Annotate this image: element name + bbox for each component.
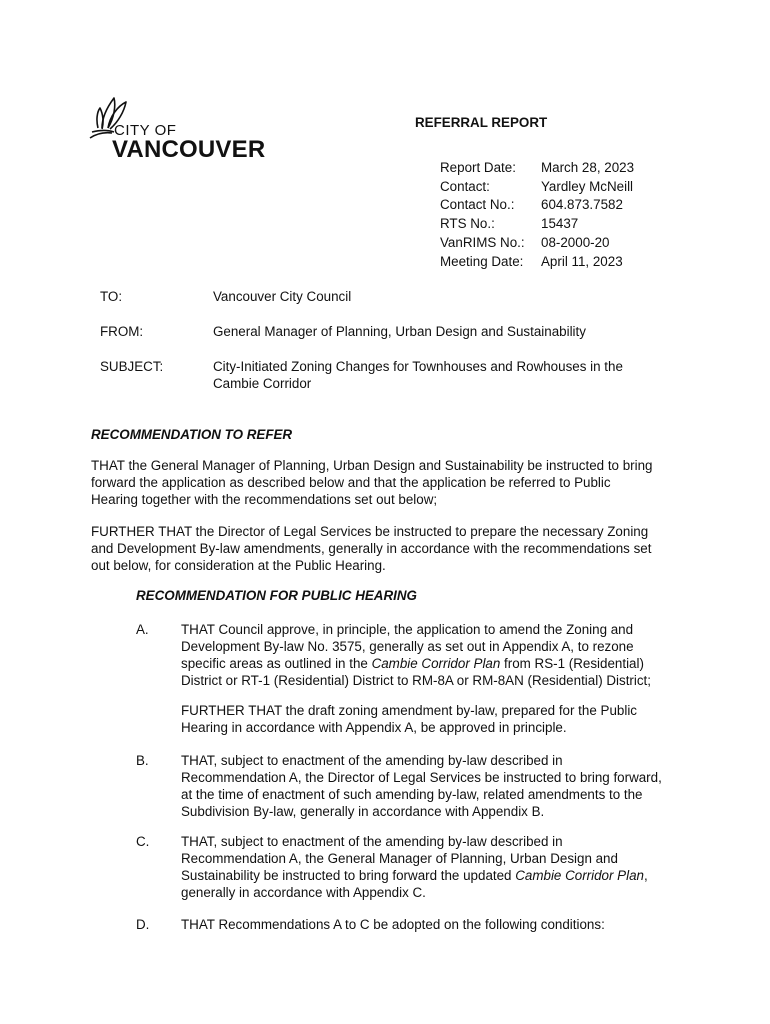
text-line: Subdivision By-law, generally in accordance with Appendix B.	[181, 804, 545, 819]
report-meta	[440, 159, 680, 271]
text-run: specific areas as outlined in the	[181, 656, 372, 671]
text-line: FURTHER THAT the Director of Legal Services be instructed to prepare the necessary Zoning	[91, 524, 649, 539]
text-line: Hearing together with the recommendations set out below;	[91, 492, 438, 507]
refer-paragraph-1	[91, 457, 691, 508]
item-c-label: C.	[136, 834, 150, 849]
item-a-text	[181, 621, 681, 689]
from-label: FROM:	[100, 324, 144, 339]
text-line	[181, 655, 681, 672]
refer-paragraph-2	[91, 523, 691, 574]
text-line: generally in accordance with Appendix C.	[181, 885, 426, 900]
text-line: Recommendation A, the General Manager of Planning, Urban Design and	[181, 851, 618, 866]
meta-value: 604.873.7582	[541, 197, 623, 213]
meta-value: April 11, 2023	[541, 253, 623, 269]
meta-key: RTS No.:	[440, 216, 495, 232]
item-b-text	[181, 752, 681, 820]
text-line: forward the application as described below and that the application be referred to Public	[91, 475, 611, 490]
meta-row	[440, 215, 680, 234]
text-line: Recommendation A, the Director of Legal Services be instructed to bring forward,	[181, 770, 662, 785]
meta-row	[440, 196, 680, 215]
item-d-text: THAT Recommendations A to C be adopted on the following conditions:	[181, 917, 605, 932]
public-hearing-heading: RECOMMENDATION FOR PUBLIC HEARING	[136, 588, 417, 603]
meta-key: Report Date:	[440, 160, 516, 175]
text-line	[181, 867, 681, 884]
meta-key: Contact:	[440, 178, 490, 194]
item-c-text	[181, 833, 681, 901]
meta-value: 15437	[541, 216, 579, 232]
text-line: and Development By-law amendments, generally in accordance with the recommendations set	[91, 541, 652, 556]
meta-row	[440, 253, 680, 272]
meta-value: 08-2000-20	[541, 234, 610, 250]
plan-name: Cambie Corridor Plan	[371, 656, 501, 671]
text-line: at the time of enactment of such amending by-law, related amendments to the	[181, 787, 643, 802]
meta-key: Meeting Date:	[440, 253, 524, 269]
meta-key: Contact No.:	[440, 197, 515, 213]
logo-vancouver: VANCOUVER	[112, 136, 266, 163]
item-a-label: A.	[136, 622, 149, 637]
text-line: THAT, subject to enactment of the amending by-law described in	[181, 753, 563, 768]
text-line: out below, for consideration at the Public Hearing.	[91, 558, 386, 573]
meta-row	[440, 234, 680, 253]
item-a-further	[181, 702, 681, 736]
text-line: District or RT-1 (Residential) District to RM-8A or RM-8AN (Residential) District;	[181, 673, 651, 688]
meta-value: Yardley McNeill	[541, 178, 634, 194]
meta-row	[440, 178, 680, 197]
subject-label: SUBJECT:	[100, 359, 164, 374]
meta-row	[440, 159, 680, 178]
subject-line: Cambie Corridor	[213, 376, 312, 391]
text-run: ,	[643, 868, 648, 883]
text-line: THAT Council approve, in principle, the application to amend the Zoning and	[181, 622, 634, 637]
text-line: Development By-law No. 3575, generally as set out in Appendix A, to rezone	[181, 639, 634, 654]
report-title: REFERRAL REPORT	[415, 115, 548, 130]
text-line: THAT the General Manager of Planning, Urban Design and Sustainability be instructed to bring	[91, 458, 653, 473]
subject-line: City-Initiated Zoning Changes for Townhouses and Rowhouses in the	[213, 359, 623, 374]
city-logo	[88, 92, 266, 163]
plan-name: Cambie Corridor Plan	[515, 868, 644, 883]
item-d-label: D.	[136, 917, 150, 932]
to-value: Vancouver City Council	[213, 289, 352, 304]
meta-value: March 28, 2023	[541, 160, 635, 175]
text-line: FURTHER THAT the draft zoning amendment by-law, prepared for the Public	[181, 703, 637, 718]
text-run: Sustainability be instructed to bring forward the updated	[181, 868, 516, 883]
to-label: TO:	[100, 289, 123, 304]
from-value: General Manager of Planning, Urban Design and Sustainability	[213, 324, 586, 339]
recommendation-heading: RECOMMENDATION TO REFER	[91, 427, 293, 442]
text-line: Hearing in accordance with Appendix A, be approved in principle.	[181, 720, 567, 735]
logo-city-of: CITY OF	[114, 122, 177, 139]
item-b-label: B.	[136, 753, 149, 768]
text-line: THAT, subject to enactment of the amending by-law described in	[181, 834, 563, 849]
meta-key: VanRIMS No.:	[440, 234, 525, 250]
text-run: from RS-1 (Residential)	[500, 656, 644, 671]
